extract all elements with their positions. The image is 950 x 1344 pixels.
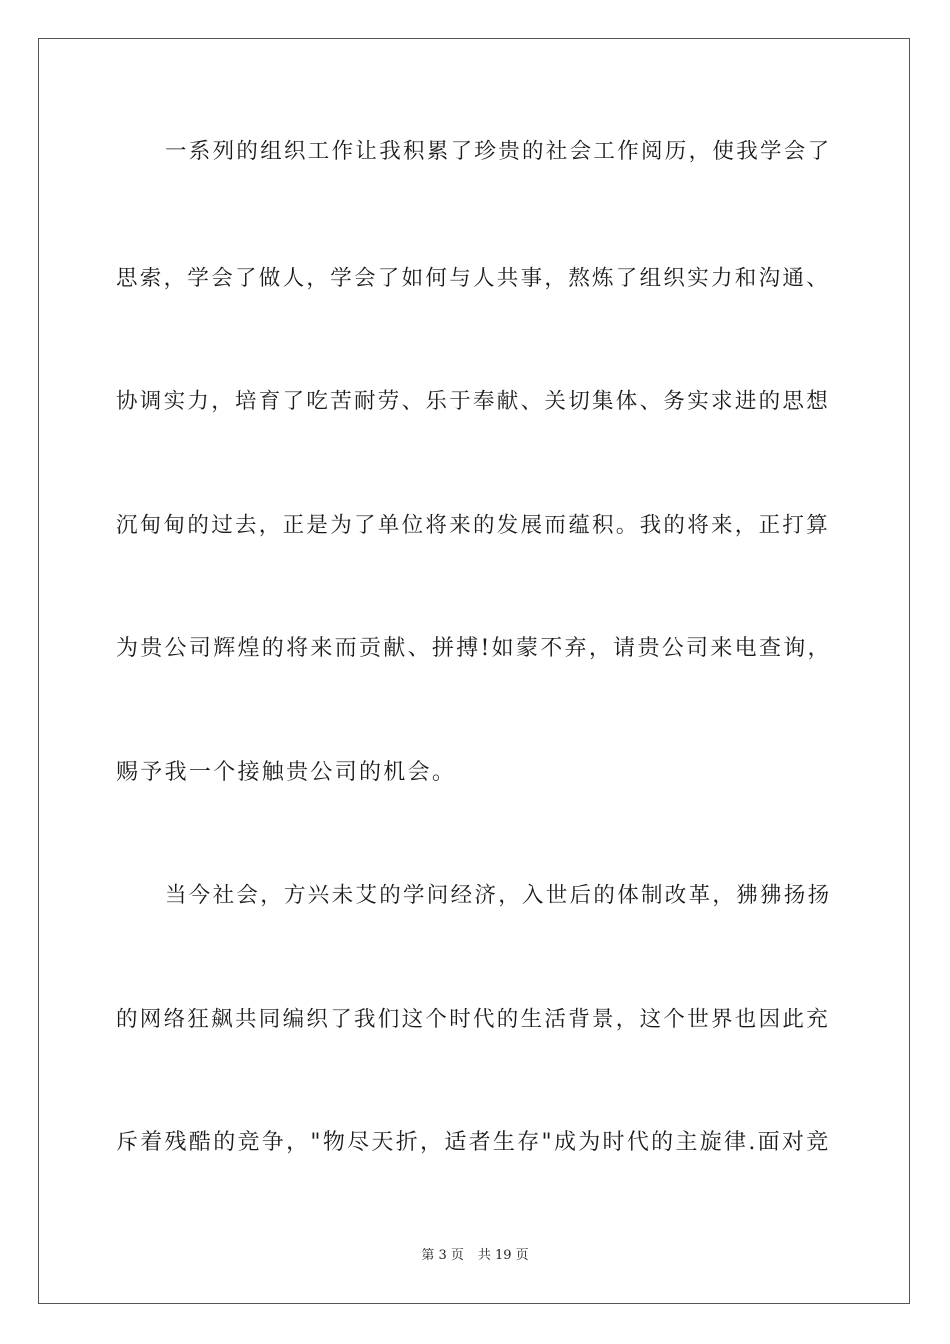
text-line: 赐予我一个接触贵公司的机会。 xyxy=(116,760,457,785)
text-line: 一系列的组织工作让我积累了珍贵的社会工作阅历，使我学会了 xyxy=(165,139,832,164)
page-total: 共 19 页 xyxy=(477,1248,529,1263)
text-line: 为贵公司辉煌的将来而贡献、拼搏!如蒙不弃，请贵公司来电查询， xyxy=(116,636,832,661)
text-line: 的网络狂飙共同编织了我们这个时代的生活背景，这个世界也因此充 xyxy=(116,1007,831,1032)
text-line: 斥着残酷的竞争，"物尽天折，适者生存"成为时代的主旋律.面对竞 xyxy=(116,1130,831,1155)
text-line: 思索，学会了做人，学会了如何与人共事，熬炼了组织实力和沟通、 xyxy=(116,266,831,291)
text-line: 沉甸甸的过去，正是为了单位将来的发展而蕴积。我的将来，正打算 xyxy=(116,513,831,538)
text-line: 协调实力，培育了吃苦耐劳、乐于奉献、关切集体、务实求进的思想 xyxy=(116,389,831,414)
text-line: 当今社会，方兴未艾的学问经济，入世后的体制改革，狒狒扬扬 xyxy=(165,883,832,908)
page-border xyxy=(38,38,910,1304)
page-footer xyxy=(0,1247,950,1265)
page-number: 第 3 页 xyxy=(421,1248,464,1263)
